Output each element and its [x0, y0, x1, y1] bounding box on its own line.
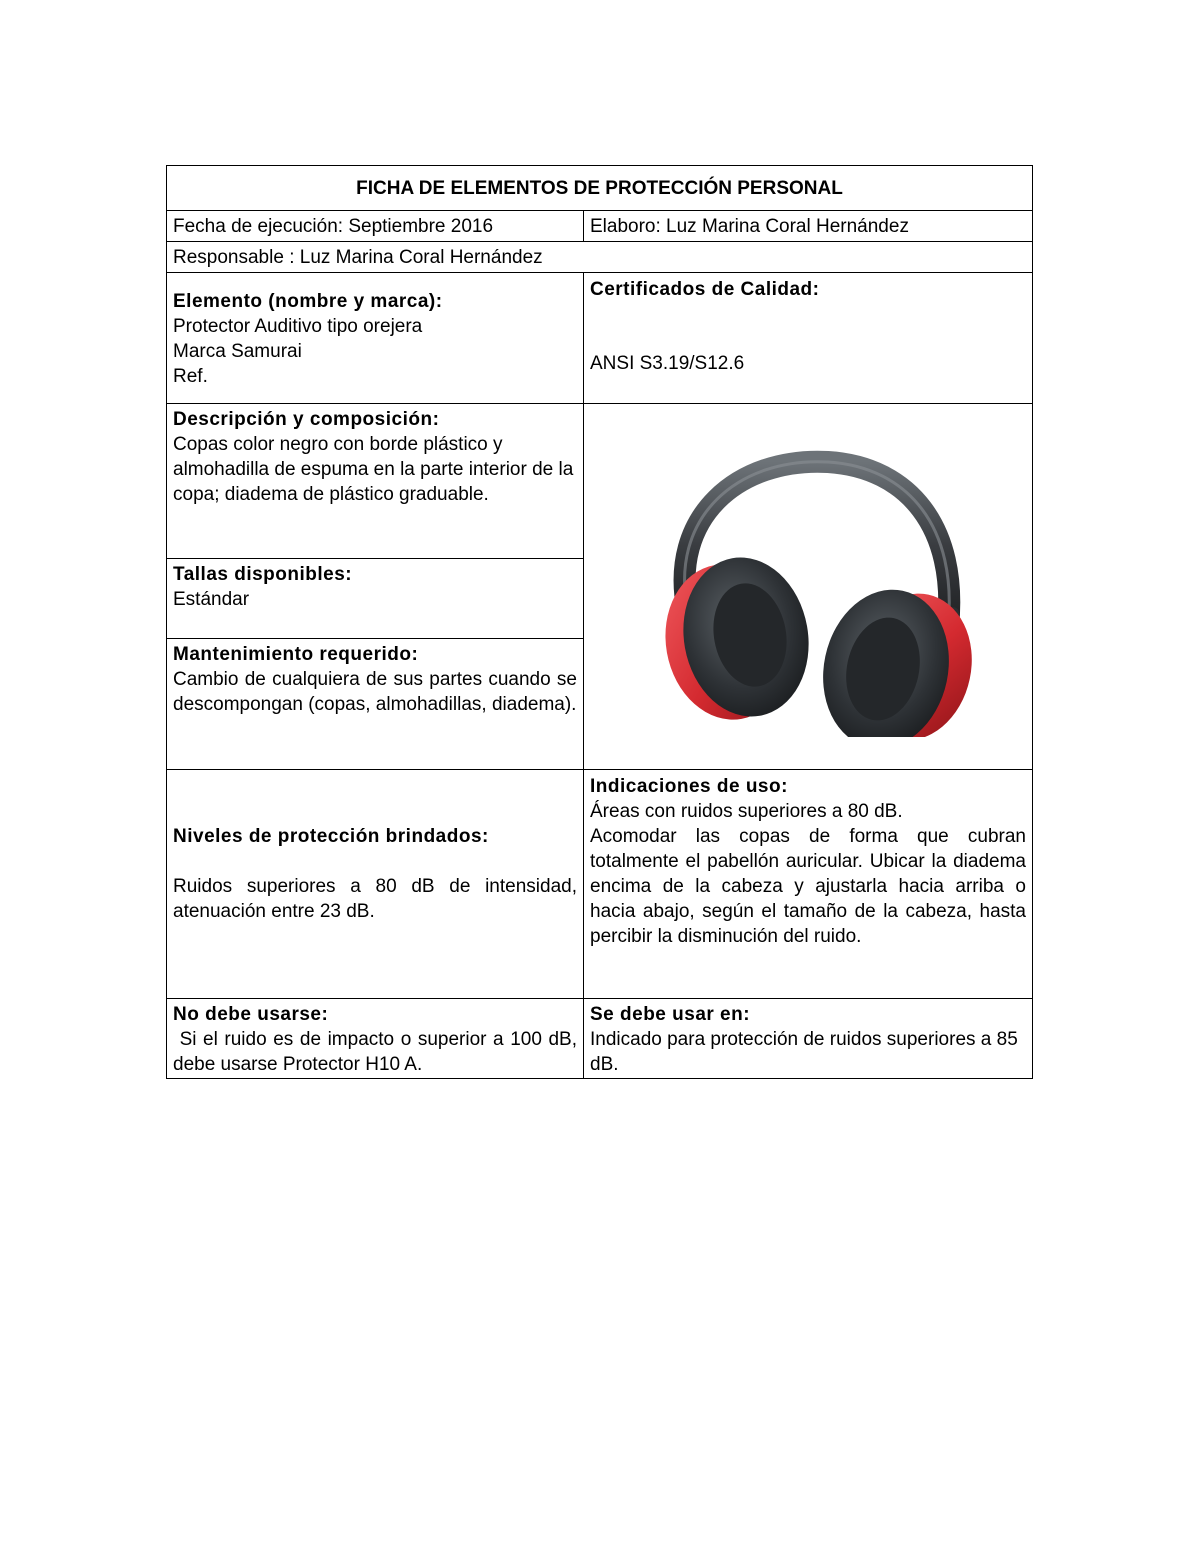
- sizes-cell: [167, 559, 584, 639]
- use-in-text: Indicado para protección de ruidos superiores a 85 dB.: [590, 1029, 1018, 1075]
- description-row: [167, 404, 1033, 559]
- levels-text: Ruidos superiores a 80 dB de intensidad, atenuación entre 23 dB.: [173, 876, 577, 922]
- element-line-1: Protector Auditivo tipo orejera: [173, 316, 423, 337]
- certificates-label: Certificados de Calidad:: [590, 279, 820, 300]
- execution-date: Fecha de ejecución: Septiembre 2016: [167, 211, 584, 242]
- use-in-cell: [584, 999, 1033, 1079]
- earmuff-icon: [628, 437, 988, 737]
- element-label: Elemento (nombre y marca):: [173, 291, 443, 312]
- product-image-cell: [584, 404, 1033, 770]
- element-cell: [167, 273, 584, 404]
- usage-line-1: Áreas con ruidos superiores a 80 dB.: [590, 801, 903, 822]
- not-use-text: Si el ruido es de impacto o superior a 100 dB, debe usarse Protector H10 A.: [173, 1029, 583, 1075]
- description-label: Descripción y composición:: [173, 409, 440, 430]
- element-line-3: Ref.: [173, 366, 208, 387]
- responsible: Responsable : Luz Marina Coral Hernández: [167, 242, 1033, 273]
- usage-text: Acomodar las copas de forma que cubran totalmente el pabellón auricular. Ubicar la diadema encima de la cabeza y ajustarla hacia arriba o hacia abajo, según el tamaño de la cabeza, hasta percibir la disminución del ruido.: [590, 826, 1026, 947]
- element-row: [167, 273, 1033, 404]
- usage-cell: [584, 770, 1033, 999]
- not-use-label: No debe usarse:: [173, 1004, 329, 1025]
- responsible-row: [167, 242, 1033, 273]
- maintenance-text: Cambio de cualquiera de sus partes cuando se descompongan (copas, almohadillas, diadema).: [173, 669, 577, 715]
- restrictions-row: [167, 999, 1033, 1079]
- not-use-cell: [167, 999, 584, 1079]
- element-line-2: Marca Samurai: [173, 341, 302, 362]
- meta-row: [167, 211, 1033, 242]
- sizes-value: Estándar: [173, 589, 250, 610]
- use-in-label: Se debe usar en:: [590, 1004, 751, 1025]
- maintenance-cell: [167, 639, 584, 770]
- certificates-value: ANSI S3.19/S12.6: [590, 353, 745, 374]
- form-title: FICHA DE ELEMENTOS DE PROTECCIÓN PERSONAL: [167, 166, 1033, 211]
- certificates-cell: [584, 273, 1033, 404]
- title-row: [167, 166, 1033, 211]
- sizes-label: Tallas disponibles:: [173, 564, 353, 585]
- levels-row: [167, 770, 1033, 999]
- description-cell: [167, 404, 584, 559]
- maintenance-label: Mantenimiento requerido:: [173, 644, 419, 665]
- description-text: Copas color negro con borde plástico y almohadilla de espuma en la parte interior de la copa; diadema de plástico graduable.: [173, 434, 574, 505]
- levels-cell: [167, 770, 584, 999]
- usage-label: Indicaciones de uso:: [590, 776, 788, 797]
- levels-label: Niveles de protección brindados:: [173, 826, 489, 847]
- prepared-by: Elaboro: Luz Marina Coral Hernández: [584, 211, 1033, 242]
- ppe-form-table: [166, 165, 1033, 1079]
